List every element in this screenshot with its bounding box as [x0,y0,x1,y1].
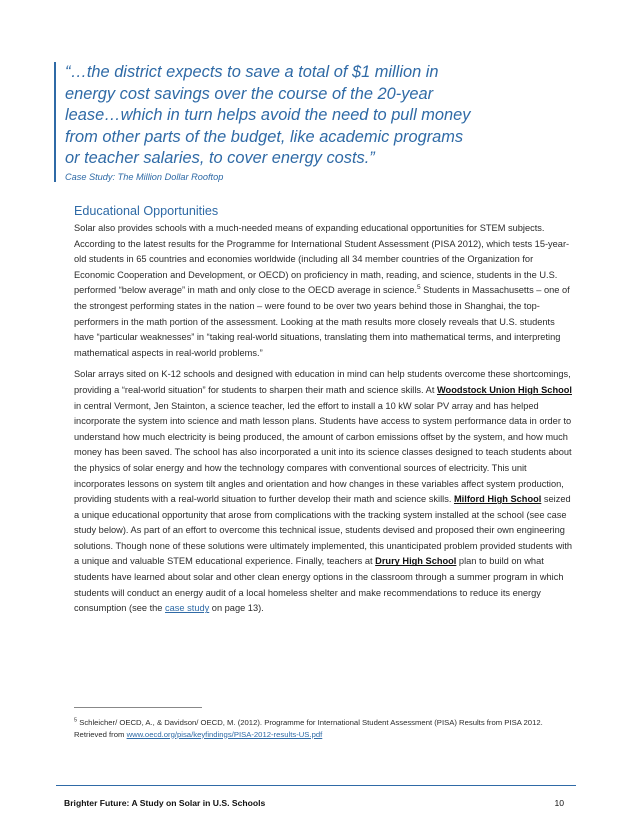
footnote-divider [74,707,202,708]
pull-quote-text [65,62,585,170]
school-name-milford: Milford High School [453,494,542,505]
pull-quote [54,62,585,182]
footnote-text: Schleicher/ OECD, A., & Davidson/ OECD, M. (2012). Programme for International Student Assessment (PISA) Results from PISA 2012. Retrieved from [74,718,543,739]
pull-quote-line: lease…which in turn helps avoid the need to pull money [65,106,471,124]
school-name-drury: Drury High School [375,556,457,567]
paragraph-text: Solar also provides schools with a much-needed means of expanding educational opportunities for STEM subjects. According to the latest results for the Programme for International Student Assessment (PISA 2012), which tests 15-year-old students in 65 countries and economies worldwide (including all 34 member countries of the Organization for Economic Cooperation and Development, or OECD) on proficiency in math, reading, and science, students in the U.S. performed “below average” in math and only close to the OECD average in science. [74,223,570,296]
footnote-number: 5 [74,717,78,724]
pull-quote-source: Case Study: The Million Dollar Rooftop [65,171,224,182]
section-heading: Educational Opportunities [74,204,219,218]
footer-divider [56,785,576,786]
paragraph-text: seized a unique educational opportunity that arose from complications with the tracking system installed at the school (see case study below). As part of an effort to overcome this technical issue, students devised and proposed their own engineering solutions. Though none of these solutions were ultimately implemented, this unanticipated problem provided students with a unique and valuable STEM educational experience. Finally, teachers at [74,494,573,567]
paragraph-text: Solar arrays sited on K-12 schools and designed with education in mind can help students overcome these shortcomings, providing a “real-world situation” for students to sharpen their math and science skills. At [74,369,571,395]
paragraph-text: plan to build on what students have learned about solar and other clean energy options in the classroom through a summer program in which students will conduct an energy audit of a local homeless shelter and make recommendations to reduce its energy consumption (see the [74,556,564,614]
footnote-url-link[interactable]: www.oecd.org/pisa/keyfindings/PISA-2012-results-US.pdf [126,729,323,739]
paragraph-text: in central Vermont, Jen Stainton, a science teacher, led the effort to install a 10 kW solar PV array and has helped incorporate the system into science and math lesson plans. Students have access to system performance data in order to understand how much electricity is being produced, the amount of carbon emissions offset by the system, and how much money has been saved. The school has also incorporated a unit into its science classes designed to teach students about the physics of solar energy and how the technology compares with conventional sources of electricity. This unit incorporates lessons on system tilt angles and orientation and how changes in these variables affect system production, providing students with a real-world situation to further develop their math and science skills. [74,400,572,505]
paragraph-text: on page 13). [209,603,264,614]
school-name-woodstock: Woodstock Union High School [436,384,572,395]
page-number: 10 [554,798,564,808]
paragraph-text: Students in Massachusetts – one of the strongest performing states in the nation – were found to be over two years behind those in Shanghai, the top-performers in the math portion of the assessment. Looking at the math results more closely reveals that U.S. students have “particular weaknesses” in “taking real-world situations, translating them into mathematical terms, and interpreting mathematical aspects in real-world problems.” [74,285,570,358]
pull-quote-line: or teacher salaries, to cover energy costs.” [65,149,375,167]
footer-title: Brighter Future: A Study on Solar in U.S. Schools [64,798,266,808]
pull-quote-line: from other parts of the budget, like academic programs [65,127,464,146]
pull-quote-line: “…the district expects to save a total of $1 million in [65,63,439,81]
paragraph-schools [74,367,574,617]
footnote-ref[interactable]: 5 [416,284,421,292]
paragraph-pisa [74,221,574,361]
footnote [74,717,574,740]
educational-opportunities-section [74,204,574,623]
pull-quote-line: energy cost savings over the course of the 20-year [65,84,434,103]
case-study-link[interactable]: case study [165,603,210,614]
